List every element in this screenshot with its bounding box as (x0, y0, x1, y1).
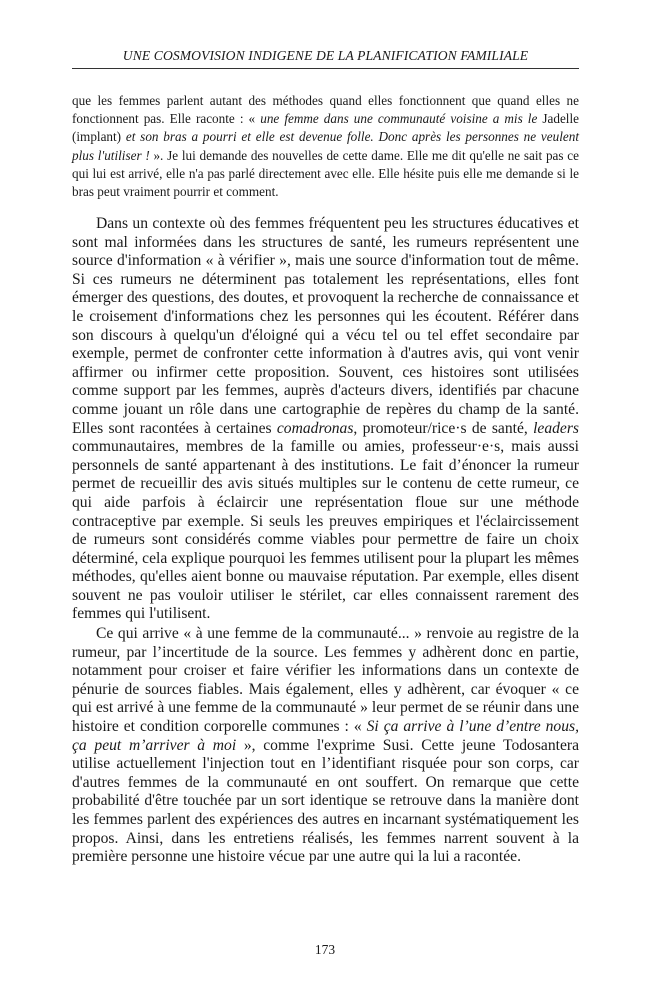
excerpt-text: que les femmes parlent autant des méthodes quand elles fonctionnent que quand elles ne fonctionnent pas. Elle raconte : « (72, 93, 579, 127)
italic-term: leaders (533, 419, 579, 437)
body-paragraph (72, 215, 579, 624)
paragraph-text: », comme l'exprime Susi. Cette jeune Todosantera utilise actuellement l'injection tout en l’identifiant risquée pour son corps, car d'autres femmes de la communauté en ont souffert. On remarque que cette probabilité d'être touchée par un sort identique se retrouve dans la manière dont les femmes parlent des expériences des autres en incarnant systématiquement les propos. Ainsi, dans les entretiens réalisés, les femmes narrent souvent à la première personne une histoire vécue par une autre qui la lui a racontée. (72, 736, 580, 866)
italic-quote: Si ça arrive à l’une d’entre nous, ça peut m’arriver à moi (72, 717, 579, 754)
body-paragraph (72, 625, 579, 867)
paragraph-text: Ce qui arrive « à une femme de la communauté... » renvoie au registre de la rumeur, par l’incertitude de la source. Les femmes y adhèrent donc en partie, notamment pour croiser et faire vérifier les informations dans un contexte de pénurie de sources fiables. Mais également, elles y adhèrent, car évoquer « ce qui est arrivé à une femme de la communauté » leur permet de se réunir dans une histoire et condition corporelle communes : « (72, 625, 579, 735)
page-number: 173 (314, 942, 336, 957)
excerpt-quote-italic: et son bras a pourri et elle est devenue folle. Donc après les personnes ne veulent plus l'utiliser ! (72, 129, 579, 163)
running-header: UNE COSMOVISION INDIGENE DE LA PLANIFICATION FAMILIALE (122, 48, 529, 63)
excerpt-text: ». Je lui demande des nouvelles de cette dame. Elle me dit qu'elle ne sait pas ce qui lui est arrivé, elle n'a pas parlé directement avec elle. Elle hésite puis elle me demande si le bras peut vraiment pourrir et comment. (72, 147, 579, 200)
interview-excerpt (72, 92, 579, 201)
italic-term: comadronas (276, 419, 354, 437)
paragraph-text: , promoteur/rice·s de santé, (353, 419, 534, 437)
excerpt-quote-italic: une femme dans une communauté voisine a mis le (260, 111, 538, 127)
header-rule (72, 68, 579, 69)
excerpt-text: Jadelle (implant) (72, 111, 579, 145)
paragraph-text: Dans un contexte où des femmes fréquentent peu les structures éducatives et sont mal informées dans les structures de santé, les rumeurs représentent une source d'information « à vérifier », mais une source d'information tout de même. Si ces rumeurs ne déterminent pas totalement les représentations, elles font émerger des questions, des doutes, et provoquent la recherche de connaissance et le croisement d'informations chez les personnes qui les écoutent. Référer dans son discours à quelqu'un d'éloigné qui a vécu tel ou tel effet secondaire par exemple, permet de confronter cette information à d'autres avis, qui vont venir affirmer ou infirmer cette proposition. Souvent, ces histoires sont utilisées comme support par les femmes, auprès d'acteurs divers, identifiés par chacune comme jouant un rôle dans une cartographie de repères du champ de la santé. Elles sont racontées à certaines (72, 215, 579, 437)
paragraph-text: communautaires, membres de la famille ou amies, professeur·e·s, mais aussi personnels de santé appartenant à des institutions. Le fait d’énoncer la rumeur permet de recueillir des avis situés multiples sur le contenu de cette rumeur, ce qui aide parfois à éclaircir une représentation floue sur une méthode contraceptive par exemple. Si seuls les preuves empiriques et l'éclaircissement de rumeurs sont considérés comme viables pour permettre de faire un choix déterminé, cela explique pourquoi les femmes utilisent pour la plupart les mêmes méthodes, qu'elles aient bonne ou mauvaise réputation. Par exemple, elles disent souvent ne pas vouloir utiliser le stérilet, car elles connaissent rarement des femmes qui l'utilisent. (72, 438, 579, 623)
